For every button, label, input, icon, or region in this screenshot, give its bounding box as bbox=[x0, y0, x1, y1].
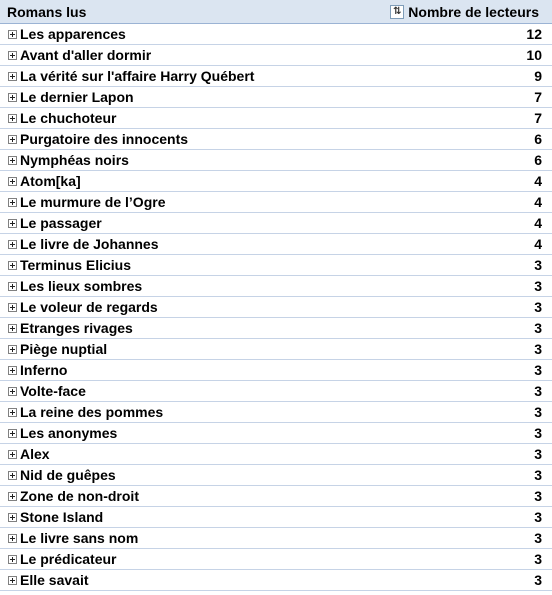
reader-count-cell[interactable]: 6 bbox=[534, 152, 542, 168]
row-label-cell[interactable] bbox=[0, 68, 432, 84]
reader-count-cell[interactable]: 3 bbox=[534, 467, 542, 483]
table-row[interactable] bbox=[0, 108, 552, 129]
row-label-text: Piège nuptial bbox=[20, 341, 108, 357]
expand-plus-icon[interactable] bbox=[8, 555, 17, 564]
row-label-text: Inferno bbox=[20, 362, 68, 378]
table-row[interactable] bbox=[0, 318, 552, 339]
row-label-text: Le chuchoteur bbox=[20, 110, 117, 126]
row-label-cell[interactable] bbox=[0, 320, 432, 336]
row-label-cell[interactable] bbox=[0, 278, 432, 294]
row-label-text: Le murmure de l’Ogre bbox=[20, 194, 166, 210]
reader-count-cell[interactable]: 3 bbox=[534, 404, 542, 420]
table-row[interactable] bbox=[0, 507, 552, 528]
expand-plus-icon[interactable] bbox=[8, 219, 17, 228]
filter-icon[interactable]: ⇅ bbox=[390, 5, 404, 19]
row-label-cell[interactable] bbox=[0, 341, 432, 357]
table-row[interactable] bbox=[0, 171, 552, 192]
expand-plus-icon[interactable] bbox=[8, 450, 17, 459]
expand-plus-icon[interactable] bbox=[8, 72, 17, 81]
reader-count-cell[interactable]: 3 bbox=[534, 488, 542, 504]
reader-count-cell[interactable]: 4 bbox=[534, 236, 542, 252]
table-row[interactable] bbox=[0, 234, 552, 255]
row-label-text: Elle savait bbox=[20, 572, 89, 588]
table-row[interactable] bbox=[0, 339, 552, 360]
reader-count-cell[interactable]: 4 bbox=[534, 194, 542, 210]
value-field-label: Nombre de lecteurs bbox=[408, 3, 539, 20]
reader-count-cell[interactable]: 3 bbox=[534, 299, 542, 315]
expand-plus-icon[interactable] bbox=[8, 198, 17, 207]
reader-count-cell[interactable]: 3 bbox=[534, 446, 542, 462]
pivot-rows bbox=[0, 24, 552, 591]
table-row[interactable] bbox=[0, 150, 552, 171]
reader-count-cell[interactable]: 4 bbox=[534, 173, 542, 189]
table-row[interactable] bbox=[0, 66, 552, 87]
row-label-cell[interactable] bbox=[0, 362, 432, 378]
expand-plus-icon[interactable] bbox=[8, 471, 17, 480]
expand-plus-icon[interactable] bbox=[8, 429, 17, 438]
row-label-text: Avant d'aller dormir bbox=[20, 47, 152, 63]
table-row[interactable] bbox=[0, 570, 552, 591]
reader-count-cell[interactable]: 3 bbox=[534, 257, 542, 273]
row-label-cell[interactable] bbox=[0, 236, 432, 252]
row-label-cell[interactable] bbox=[0, 194, 432, 210]
row-label-text: Les lieux sombres bbox=[20, 278, 143, 294]
reader-count-cell[interactable]: 3 bbox=[534, 383, 542, 399]
row-label-text: Le livre sans nom bbox=[20, 530, 139, 546]
row-label-cell[interactable] bbox=[0, 425, 432, 441]
row-label-cell[interactable] bbox=[0, 488, 432, 504]
row-label-cell[interactable] bbox=[0, 404, 432, 420]
reader-count-cell[interactable]: 3 bbox=[534, 341, 542, 357]
table-row[interactable] bbox=[0, 465, 552, 486]
reader-count-cell[interactable]: 3 bbox=[534, 509, 542, 525]
row-label-cell[interactable] bbox=[0, 509, 432, 525]
row-label-cell[interactable] bbox=[0, 173, 432, 189]
row-label-cell[interactable] bbox=[0, 257, 432, 273]
expand-plus-icon[interactable] bbox=[8, 114, 17, 123]
expand-plus-icon[interactable] bbox=[8, 261, 17, 270]
reader-count-cell[interactable]: 3 bbox=[534, 551, 542, 567]
expand-plus-icon[interactable] bbox=[8, 51, 17, 60]
row-label-text: Atom[ka] bbox=[20, 173, 81, 189]
row-label-cell[interactable] bbox=[0, 215, 432, 231]
row-label-text: Etranges rivages bbox=[20, 320, 133, 336]
row-label-cell[interactable] bbox=[0, 26, 432, 42]
reader-count-cell[interactable]: 12 bbox=[526, 26, 542, 42]
reader-count-cell[interactable]: 7 bbox=[534, 110, 542, 126]
row-label-cell[interactable] bbox=[0, 572, 432, 588]
reader-count-cell[interactable]: 10 bbox=[526, 47, 542, 63]
table-row[interactable] bbox=[0, 87, 552, 108]
table-row[interactable] bbox=[0, 276, 552, 297]
table-row[interactable] bbox=[0, 360, 552, 381]
table-row[interactable] bbox=[0, 24, 552, 45]
table-row[interactable] bbox=[0, 486, 552, 507]
row-label-text: Le voleur de regards bbox=[20, 299, 158, 315]
expand-plus-icon[interactable] bbox=[8, 408, 17, 417]
row-label-cell[interactable] bbox=[0, 299, 432, 315]
expand-plus-icon[interactable] bbox=[8, 156, 17, 165]
row-label-text: Purgatoire des innocents bbox=[20, 131, 189, 147]
table-row[interactable] bbox=[0, 129, 552, 150]
row-label-text: Stone Island bbox=[20, 509, 104, 525]
table-row[interactable] bbox=[0, 297, 552, 318]
expand-plus-icon[interactable] bbox=[8, 30, 17, 39]
expand-plus-icon[interactable] bbox=[8, 135, 17, 144]
row-label-cell[interactable] bbox=[0, 551, 432, 567]
table-row[interactable] bbox=[0, 549, 552, 570]
row-label-text: Le passager bbox=[20, 215, 102, 231]
row-label-text: Le dernier Lapon bbox=[20, 89, 134, 105]
table-row[interactable] bbox=[0, 381, 552, 402]
expand-plus-icon[interactable] bbox=[8, 576, 17, 585]
expand-plus-icon[interactable] bbox=[8, 387, 17, 396]
row-label-text: La vérité sur l'affaire Harry Québert bbox=[20, 68, 255, 84]
expand-plus-icon[interactable] bbox=[8, 513, 17, 522]
table-row[interactable] bbox=[0, 402, 552, 423]
table-row[interactable] bbox=[0, 213, 552, 234]
expand-plus-icon[interactable] bbox=[8, 303, 17, 312]
pivot-header bbox=[0, 0, 552, 24]
reader-count-cell[interactable]: 4 bbox=[534, 215, 542, 231]
reader-count-cell[interactable]: 3 bbox=[534, 362, 542, 378]
row-label-text: La reine des pommes bbox=[20, 404, 164, 420]
table-row[interactable] bbox=[0, 444, 552, 465]
table-row[interactable] bbox=[0, 255, 552, 276]
row-label-text: Nid de guêpes bbox=[20, 467, 116, 483]
expand-plus-icon[interactable] bbox=[8, 177, 17, 186]
row-label-cell[interactable] bbox=[0, 131, 432, 147]
row-label-text: Les apparences bbox=[20, 26, 126, 42]
reader-count-cell[interactable]: 6 bbox=[534, 131, 542, 147]
expand-plus-icon[interactable] bbox=[8, 345, 17, 354]
row-label-text: Zone de non-droit bbox=[20, 488, 139, 504]
row-label-text: Le prédicateur bbox=[20, 551, 117, 567]
row-label-cell[interactable] bbox=[0, 467, 432, 483]
expand-plus-icon[interactable] bbox=[8, 492, 17, 501]
table-row[interactable] bbox=[0, 192, 552, 213]
table-row[interactable] bbox=[0, 45, 552, 66]
row-label-text: Les anonymes bbox=[20, 425, 118, 441]
row-label-cell[interactable] bbox=[0, 152, 432, 168]
reader-count-cell[interactable]: 9 bbox=[534, 68, 542, 84]
row-label-cell[interactable] bbox=[0, 89, 432, 105]
expand-plus-icon[interactable] bbox=[8, 240, 17, 249]
row-label-cell[interactable] bbox=[0, 446, 432, 462]
expand-plus-icon[interactable] bbox=[8, 534, 17, 543]
table-row[interactable] bbox=[0, 423, 552, 444]
expand-plus-icon[interactable] bbox=[8, 366, 17, 375]
reader-count-cell[interactable]: 3 bbox=[534, 572, 542, 588]
row-label-text: Volte-face bbox=[20, 383, 86, 399]
reader-count-cell[interactable]: 3 bbox=[534, 425, 542, 441]
reader-count-cell[interactable]: 3 bbox=[534, 530, 542, 546]
row-label-cell[interactable] bbox=[0, 383, 432, 399]
expand-plus-icon[interactable] bbox=[8, 282, 17, 291]
table-row[interactable] bbox=[0, 528, 552, 549]
reader-count-cell[interactable]: 7 bbox=[534, 89, 542, 105]
row-label-text: Nymphéas noirs bbox=[20, 152, 129, 168]
expand-plus-icon[interactable] bbox=[8, 324, 17, 333]
value-field-header[interactable] bbox=[381, 4, 552, 20]
row-labels-header[interactable]: Romans lus bbox=[7, 3, 87, 20]
row-label-cell[interactable] bbox=[0, 530, 432, 546]
expand-plus-icon[interactable] bbox=[8, 93, 17, 102]
row-label-text: Alex bbox=[20, 446, 50, 462]
reader-count-cell[interactable]: 3 bbox=[534, 320, 542, 336]
row-label-cell[interactable] bbox=[0, 47, 432, 63]
row-label-text: Le livre de Johannes bbox=[20, 236, 159, 252]
row-label-cell[interactable] bbox=[0, 110, 432, 126]
row-label-text: Terminus Elicius bbox=[20, 257, 131, 273]
reader-count-cell[interactable]: 3 bbox=[534, 278, 542, 294]
